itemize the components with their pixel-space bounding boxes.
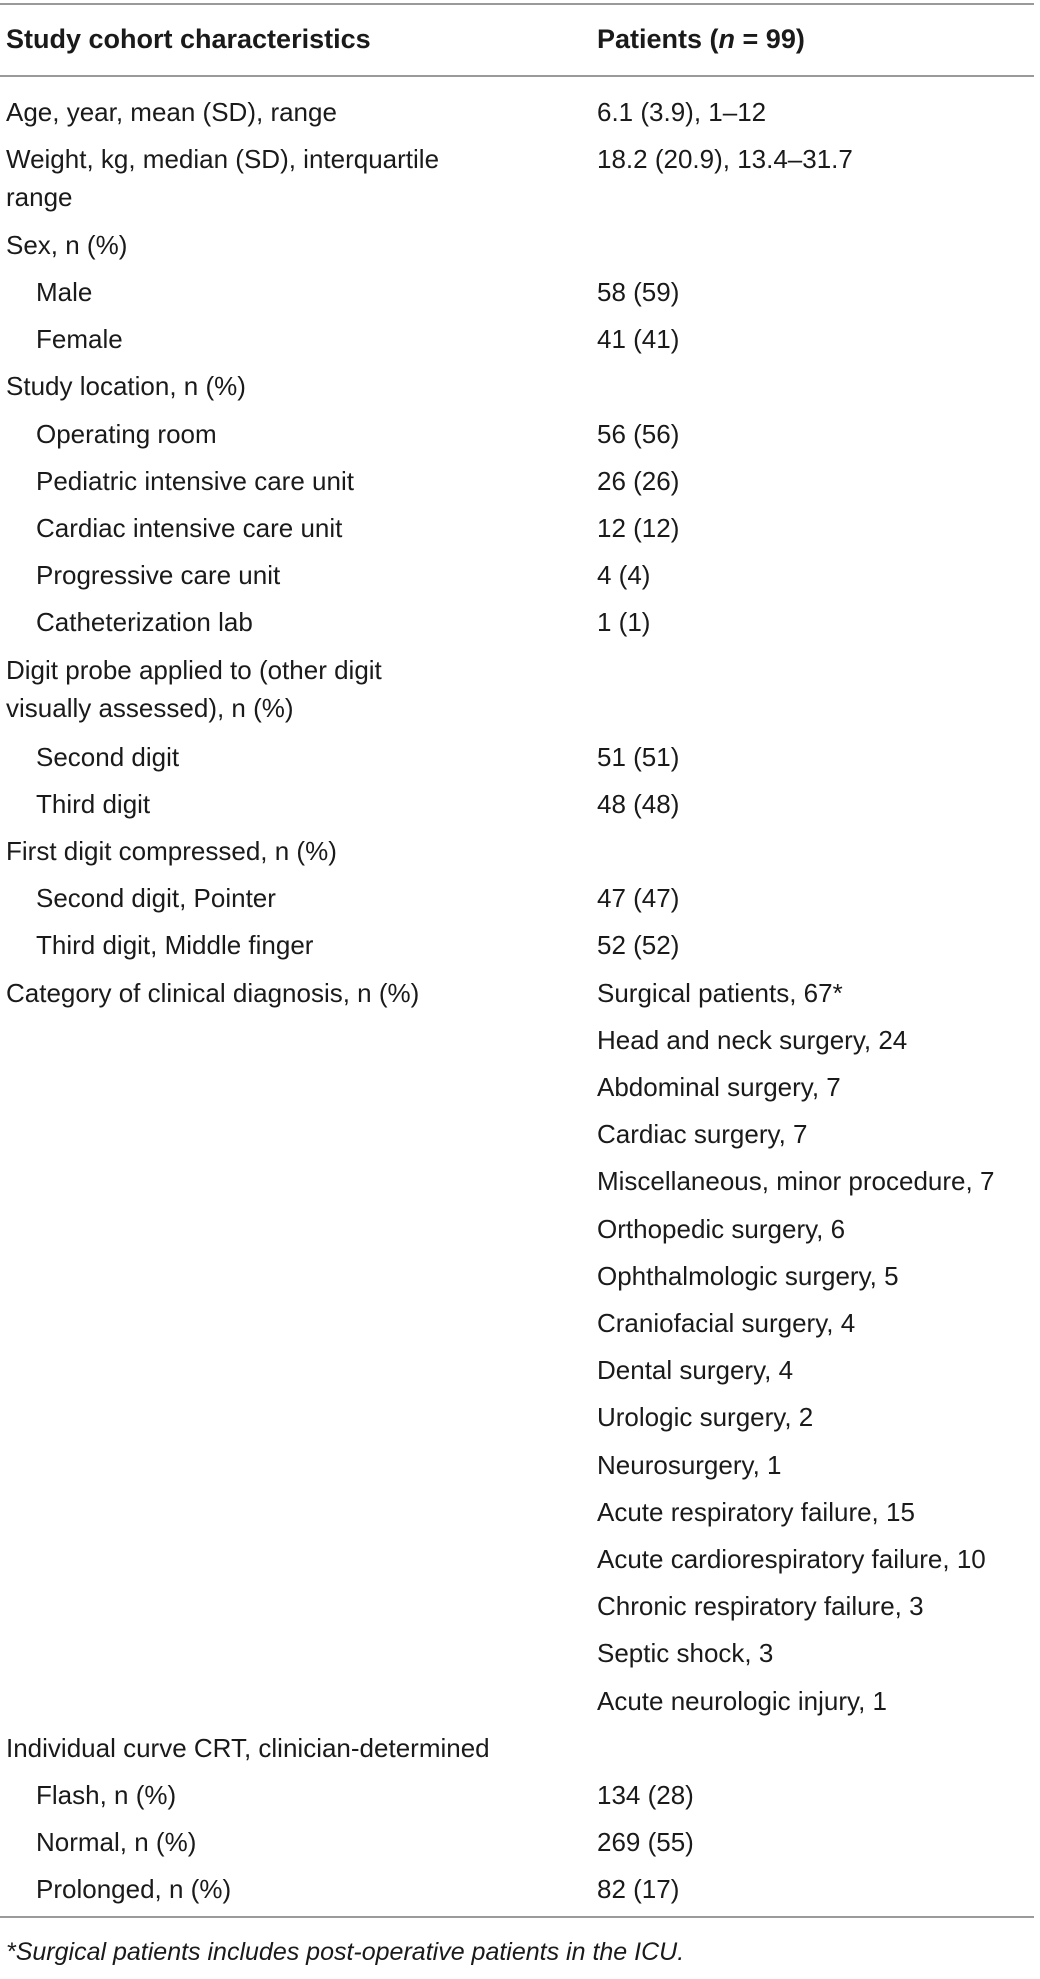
diagnosis-value: Acute neurologic injury, 1 <box>597 1686 888 1716</box>
diagnosis-value: Abdominal surgery, 7 <box>597 1072 841 1102</box>
row-label: Sex, n (%) <box>6 230 128 260</box>
table-footnote: *Surgical patients includes post-operative patients in the ICU. <box>6 1938 685 1966</box>
row-value: 52 (52) <box>597 930 680 960</box>
header-prefix: Patients ( <box>597 24 719 54</box>
row-label: Progressive care unit <box>36 560 281 590</box>
row-value: 12 (12) <box>597 513 680 543</box>
bottom-rule <box>0 1916 1034 1918</box>
row-label: Age, year, mean (SD), range <box>6 97 337 127</box>
row-label: Individual curve CRT, clinician-determined <box>6 1733 490 1763</box>
row-value: 58 (59) <box>597 277 680 307</box>
row-label: Operating room <box>36 419 217 449</box>
row-value: 48 (48) <box>597 789 680 819</box>
diagnosis-value: Urologic surgery, 2 <box>597 1402 814 1432</box>
row-value: 26 (26) <box>597 466 680 496</box>
diagnosis-value: Orthopedic surgery, 6 <box>597 1214 846 1244</box>
row-label: Digit probe applied to (other digit <box>6 655 382 685</box>
header-n: n <box>718 24 736 54</box>
diagnosis-value: Acute respiratory failure, 15 <box>597 1497 915 1527</box>
row-value: 134 (28) <box>597 1780 694 1810</box>
row-label: Male <box>36 277 93 307</box>
header-rule <box>0 75 1034 77</box>
diagnosis-value: Neurosurgery, 1 <box>597 1450 782 1480</box>
row-value: 6.1 (3.9), 1–12 <box>597 97 767 127</box>
row-label: Catheterization lab <box>36 607 253 637</box>
diagnosis-value: Dental surgery, 4 <box>597 1355 794 1385</box>
diagnosis-value: Craniofacial surgery, 4 <box>597 1308 856 1338</box>
row-label: range <box>6 182 73 212</box>
row-label: Flash, n (%) <box>36 1780 177 1810</box>
diagnosis-value: Cardiac surgery, 7 <box>597 1119 808 1149</box>
diagnosis-value: Septic shock, 3 <box>597 1638 774 1668</box>
row-value: 41 (41) <box>597 324 680 354</box>
header-suffix: = 99) <box>735 24 805 54</box>
row-value: 18.2 (20.9), 13.4–31.7 <box>597 144 853 174</box>
row-value: 47 (47) <box>597 883 680 913</box>
row-value: 4 (4) <box>597 560 651 590</box>
row-value: 269 (55) <box>597 1827 694 1857</box>
row-label: Third digit, Middle finger <box>36 930 314 960</box>
diagnosis-value: Surgical patients, 67* <box>597 978 843 1008</box>
row-value: 56 (56) <box>597 419 680 449</box>
diagnosis-value: Miscellaneous, minor procedure, 7 <box>597 1166 995 1196</box>
row-label: Study location, n (%) <box>6 371 246 401</box>
diagnosis-value: Chronic respiratory failure, 3 <box>597 1591 924 1621</box>
row-label: Pediatric intensive care unit <box>36 466 354 496</box>
diagnosis-value: Ophthalmologic surgery, 5 <box>597 1261 899 1291</box>
row-value: 82 (17) <box>597 1874 680 1904</box>
row-label: Weight, kg, median (SD), interquartile <box>6 144 440 174</box>
diagnosis-value: Head and neck surgery, 24 <box>597 1025 908 1055</box>
row-label: Second digit, Pointer <box>36 883 276 913</box>
diagnosis-value: Acute cardiorespiratory failure, 10 <box>597 1544 986 1574</box>
row-label: Female <box>36 324 123 354</box>
row-label: Second digit <box>36 742 180 772</box>
row-label: First digit compressed, n (%) <box>6 836 337 866</box>
row-value: 1 (1) <box>597 607 651 637</box>
column-header-characteristics: Study cohort characteristics <box>6 24 371 54</box>
column-header-patients <box>597 22 805 56</box>
row-label: Category of clinical diagnosis, n (%) <box>6 978 420 1008</box>
row-label: Normal, n (%) <box>36 1827 197 1857</box>
top-rule <box>0 3 1034 5</box>
row-label: visually assessed), n (%) <box>6 693 294 723</box>
row-value: 51 (51) <box>597 742 680 772</box>
row-label: Cardiac intensive care unit <box>36 513 343 543</box>
row-label: Prolonged, n (%) <box>36 1874 232 1904</box>
row-label: Third digit <box>36 789 151 819</box>
